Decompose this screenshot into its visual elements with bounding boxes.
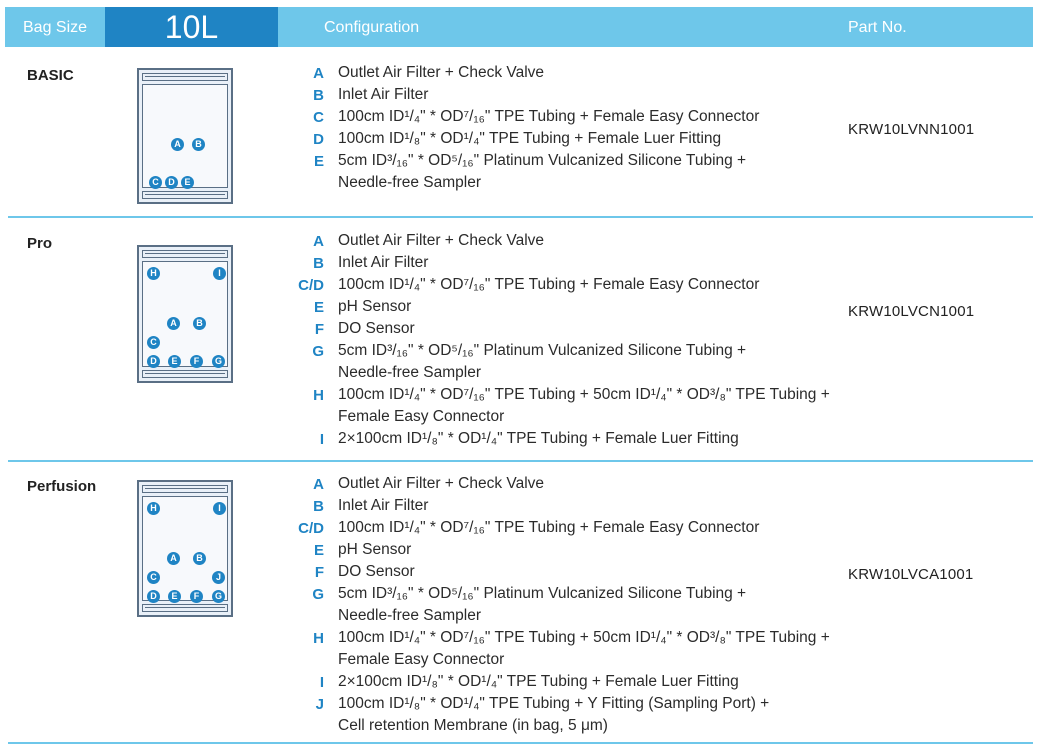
- port-b: B: [193, 552, 206, 565]
- config-text: Inlet Air Filter: [338, 86, 429, 103]
- port-g: G: [212, 590, 225, 603]
- port-b: B: [193, 317, 206, 330]
- config-text: Inlet Air Filter: [338, 497, 429, 514]
- config-text: 100cm ID¹/₄" * OD⁷/₁₆" TPE Tubing + Female Easy Connector: [338, 519, 760, 536]
- config-key: B: [313, 255, 324, 272]
- config-key: A: [313, 65, 324, 82]
- config-text: 100cm ID¹/₄" * OD⁷/₁₆" TPE Tubing + 50cm ID¹/₄" * OD³/₈" TPE Tubing +: [338, 386, 830, 403]
- config-text: Outlet Air Filter + Check Valve: [338, 232, 545, 249]
- config-text: Cell retention Membrane (in bag, 5 μm): [338, 717, 608, 734]
- configuration-label: Configuration: [324, 19, 420, 36]
- config-key: J: [315, 696, 324, 713]
- config-text: 100cm ID¹/₄" * OD⁷/₁₆" TPE Tubing + Female Easy Connector: [338, 276, 760, 293]
- config-item: [290, 673, 830, 695]
- config-text: Outlet Air Filter + Check Valve: [338, 475, 545, 492]
- part-no-pro: KRW10LVCN1001: [848, 303, 975, 320]
- config-item: [290, 497, 830, 519]
- port-i: I: [213, 267, 226, 280]
- bag-top-seal: [142, 250, 228, 258]
- config-item: [290, 254, 830, 276]
- port-h: H: [147, 502, 160, 515]
- config-key: I: [319, 431, 324, 448]
- port-d: D: [147, 355, 160, 368]
- port-i: I: [213, 502, 226, 515]
- bag-diagram-perfusion: [137, 480, 233, 617]
- row-name-perfusion: Perfusion: [27, 478, 97, 495]
- config-item: [290, 298, 830, 320]
- config-list-pro: [290, 232, 830, 452]
- config-key: E: [313, 299, 324, 316]
- config-key: H: [313, 387, 324, 404]
- bag-body: [142, 84, 228, 188]
- bag-top-seal: [142, 73, 228, 81]
- config-key: E: [313, 153, 324, 170]
- bag-diagram-basic: [137, 68, 233, 204]
- config-item: [290, 475, 830, 497]
- config-text: pH Sensor: [338, 298, 412, 315]
- bag-size-label: Bag Size: [23, 19, 88, 36]
- config-text: Inlet Air Filter: [338, 254, 429, 271]
- port-a: A: [167, 317, 180, 330]
- row-divider: [8, 742, 1033, 744]
- table-header: [5, 7, 1033, 47]
- config-text: 2×100cm ID¹/₈" * OD¹/₄" TPE Tubing + Female Luer Fitting: [338, 673, 739, 690]
- port-j: J: [212, 571, 225, 584]
- row-divider: [8, 460, 1033, 462]
- config-text: 100cm ID¹/₈" * OD¹/₄" TPE Tubing + Female Luer Fitting: [338, 130, 722, 147]
- config-key: G: [312, 586, 324, 603]
- config-item: [290, 276, 830, 298]
- config-key: B: [313, 498, 324, 515]
- port-f: F: [190, 590, 203, 603]
- config-item: [290, 408, 830, 430]
- part-no-label: Part No.: [848, 19, 907, 36]
- config-key: A: [313, 233, 324, 250]
- config-item: [290, 607, 830, 629]
- config-key: G: [312, 343, 324, 360]
- bag-top-seal: [142, 485, 228, 493]
- config-item: [290, 430, 830, 452]
- config-item: [290, 364, 830, 386]
- config-text: pH Sensor: [338, 541, 412, 558]
- config-item: [290, 86, 830, 108]
- row-name-basic: BASIC: [27, 67, 74, 84]
- config-list-basic: [290, 64, 830, 196]
- config-item: [290, 695, 830, 717]
- config-text: DO Sensor: [338, 320, 415, 337]
- config-text: 100cm ID¹/₈" * OD¹/₄" TPE Tubing + Y Fitting (Sampling Port) +: [338, 695, 770, 712]
- config-item: [290, 585, 830, 607]
- port-b: B: [192, 138, 205, 151]
- config-text: 5cm ID³/₁₆" * OD⁵/₁₆" Platinum Vulcanized Silicone Tubing +: [338, 152, 747, 169]
- config-item: [290, 717, 830, 739]
- port-e: E: [168, 355, 181, 368]
- config-key: A: [313, 476, 324, 493]
- config-item: [290, 64, 830, 86]
- config-text: Female Easy Connector: [338, 651, 505, 668]
- config-item: [290, 541, 830, 563]
- config-key: C: [313, 109, 324, 126]
- config-key: E: [313, 542, 324, 559]
- part-no-perfusion: KRW10LVCA1001: [848, 566, 974, 583]
- bag-diagram-pro: [137, 245, 233, 383]
- port-a: A: [171, 138, 184, 151]
- config-item: [290, 629, 830, 651]
- config-item: [290, 342, 830, 364]
- port-c: C: [147, 336, 160, 349]
- bag-size-value: 10L: [105, 7, 278, 47]
- config-key: B: [313, 87, 324, 104]
- port-c: C: [147, 571, 160, 584]
- port-c: C: [149, 176, 162, 189]
- config-text: 5cm ID³/₁₆" * OD⁵/₁₆" Platinum Vulcanized Silicone Tubing +: [338, 585, 747, 602]
- config-key: F: [314, 564, 324, 581]
- config-key: H: [313, 630, 324, 647]
- port-e: E: [181, 176, 194, 189]
- bag-bottom-seal: [142, 191, 228, 199]
- config-key: C/D: [298, 277, 324, 294]
- bag-bottom-seal: [142, 604, 228, 612]
- config-item: [290, 563, 830, 585]
- config-key: I: [319, 674, 324, 691]
- config-text: Needle-free Sampler: [338, 607, 482, 624]
- config-text: Needle-free Sampler: [338, 174, 482, 191]
- port-d: D: [147, 590, 160, 603]
- config-item: [290, 320, 830, 342]
- port-f: F: [190, 355, 203, 368]
- port-h: H: [147, 267, 160, 280]
- port-e: E: [168, 590, 181, 603]
- config-key: F: [314, 321, 324, 338]
- row-divider: [8, 216, 1033, 218]
- config-text: Needle-free Sampler: [338, 364, 482, 381]
- config-text: 100cm ID¹/₄" * OD⁷/₁₆" TPE Tubing + Female Easy Connector: [338, 108, 760, 125]
- config-item: [290, 174, 830, 196]
- config-text: 5cm ID³/₁₆" * OD⁵/₁₆" Platinum Vulcanized Silicone Tubing +: [338, 342, 747, 359]
- config-list-perfusion: [290, 475, 830, 739]
- config-item: [290, 232, 830, 254]
- config-item: [290, 386, 830, 408]
- config-item: [290, 651, 830, 673]
- part-no-basic: KRW10LVNN1001: [848, 121, 975, 138]
- config-text: 2×100cm ID¹/₈" * OD¹/₄" TPE Tubing + Female Luer Fitting: [338, 430, 739, 447]
- config-item: [290, 130, 830, 152]
- port-a: A: [167, 552, 180, 565]
- config-text: Outlet Air Filter + Check Valve: [338, 64, 545, 81]
- config-item: [290, 519, 830, 541]
- config-text: 100cm ID¹/₄" * OD⁷/₁₆" TPE Tubing + 50cm ID¹/₄" * OD³/₈" TPE Tubing +: [338, 629, 830, 646]
- port-g: G: [212, 355, 225, 368]
- config-key: D: [313, 131, 324, 148]
- row-name-pro: Pro: [27, 235, 53, 252]
- port-d: D: [165, 176, 178, 189]
- config-text: Female Easy Connector: [338, 408, 505, 425]
- bag-bottom-seal: [142, 370, 228, 378]
- config-item: [290, 108, 830, 130]
- config-item: [290, 152, 830, 174]
- config-text: DO Sensor: [338, 563, 415, 580]
- config-key: C/D: [298, 520, 324, 537]
